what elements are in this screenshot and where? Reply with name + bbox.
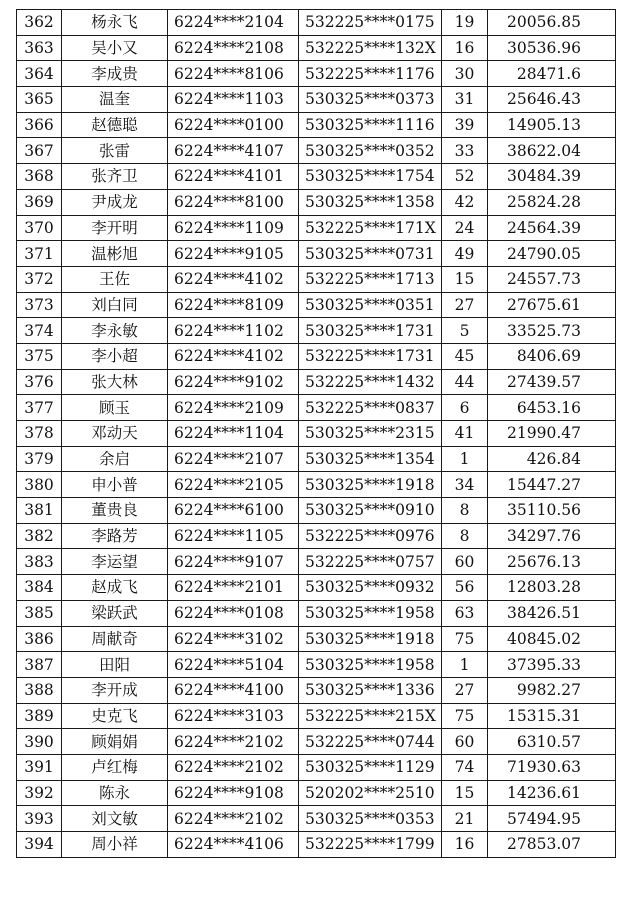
row-number-cell: 375 — [17, 343, 62, 369]
amount-cell: 27675.61 — [488, 292, 616, 318]
table-row — [17, 138, 616, 164]
amount-cell: 24790.05 — [488, 241, 616, 267]
table-row — [17, 395, 616, 421]
row-number-cell: 381 — [17, 498, 62, 524]
amount-cell: 14236.61 — [488, 780, 616, 806]
amount-cell: 30536.96 — [488, 35, 616, 61]
table-row — [17, 61, 616, 87]
years-cell: 31 — [442, 87, 488, 113]
row-number-cell: 367 — [17, 138, 62, 164]
id-number-cell: 530325****2315 — [299, 421, 442, 447]
years-cell: 34 — [442, 472, 488, 498]
id-number-cell: 532225****215X — [299, 703, 442, 729]
row-number-cell: 365 — [17, 87, 62, 113]
row-number-cell: 387 — [17, 652, 62, 678]
amount-cell: 25824.28 — [488, 189, 616, 215]
bank-card-cell: 6224****4107 — [168, 138, 299, 164]
amount-cell: 9982.27 — [488, 677, 616, 703]
id-number-cell: 530325****0910 — [299, 498, 442, 524]
row-number-cell: 388 — [17, 677, 62, 703]
table-row — [17, 112, 616, 138]
id-number-cell: 530325****0373 — [299, 87, 442, 113]
table-row — [17, 549, 616, 575]
name-cell: 吴小又 — [62, 35, 168, 61]
id-number-cell: 530325****1958 — [299, 652, 442, 678]
amount-cell: 30484.39 — [488, 164, 616, 190]
row-number-cell: 384 — [17, 575, 62, 601]
years-cell: 5 — [442, 318, 488, 344]
name-cell: 邓动天 — [62, 421, 168, 447]
row-number-cell: 369 — [17, 189, 62, 215]
years-cell: 15 — [442, 266, 488, 292]
name-cell: 温彬旭 — [62, 241, 168, 267]
name-cell: 刘白同 — [62, 292, 168, 318]
table-row — [17, 87, 616, 113]
id-number-cell: 530325****1354 — [299, 446, 442, 472]
name-cell: 李永敏 — [62, 318, 168, 344]
years-cell: 41 — [442, 421, 488, 447]
row-number-cell: 390 — [17, 729, 62, 755]
amount-cell: 27853.07 — [488, 832, 616, 858]
bank-card-cell: 6224****1109 — [168, 215, 299, 241]
amount-cell: 40845.02 — [488, 626, 616, 652]
id-number-cell: 532225****1432 — [299, 369, 442, 395]
row-number-cell: 362 — [17, 10, 62, 36]
years-cell: 52 — [442, 164, 488, 190]
years-cell: 49 — [442, 241, 488, 267]
id-number-cell: 530325****0352 — [299, 138, 442, 164]
bank-card-cell: 6224****8109 — [168, 292, 299, 318]
table-row — [17, 729, 616, 755]
id-number-cell: 530325****1116 — [299, 112, 442, 138]
name-cell: 申小普 — [62, 472, 168, 498]
name-cell: 顾娟娟 — [62, 729, 168, 755]
id-number-cell: 530325****0351 — [299, 292, 442, 318]
bank-card-cell: 6224****2107 — [168, 446, 299, 472]
years-cell: 44 — [442, 369, 488, 395]
id-number-cell: 532225****0976 — [299, 523, 442, 549]
id-number-cell: 530325****1129 — [299, 754, 442, 780]
id-number-cell: 520202****2510 — [299, 780, 442, 806]
years-cell: 15 — [442, 780, 488, 806]
name-cell: 周献奇 — [62, 626, 168, 652]
name-cell: 卢红梅 — [62, 754, 168, 780]
bank-card-cell: 6224****1102 — [168, 318, 299, 344]
years-cell: 16 — [442, 832, 488, 858]
table-row — [17, 266, 616, 292]
bank-card-cell: 6224****2105 — [168, 472, 299, 498]
row-number-cell: 383 — [17, 549, 62, 575]
row-number-cell: 382 — [17, 523, 62, 549]
bank-card-cell: 6224****4102 — [168, 343, 299, 369]
id-number-cell: 532225****1799 — [299, 832, 442, 858]
table-row — [17, 369, 616, 395]
years-cell: 39 — [442, 112, 488, 138]
roster-table-body — [17, 10, 616, 858]
bank-card-cell: 6224****9105 — [168, 241, 299, 267]
name-cell: 董贵良 — [62, 498, 168, 524]
years-cell: 19 — [442, 10, 488, 36]
table-row — [17, 35, 616, 61]
years-cell: 1 — [442, 652, 488, 678]
id-number-cell: 530325****1336 — [299, 677, 442, 703]
table-row — [17, 343, 616, 369]
name-cell: 李小超 — [62, 343, 168, 369]
row-number-cell: 364 — [17, 61, 62, 87]
row-number-cell: 385 — [17, 600, 62, 626]
bank-card-cell: 6224****9107 — [168, 549, 299, 575]
amount-cell: 71930.63 — [488, 754, 616, 780]
id-number-cell: 530325****0932 — [299, 575, 442, 601]
amount-cell: 33525.73 — [488, 318, 616, 344]
table-row — [17, 292, 616, 318]
id-number-cell: 532225****132X — [299, 35, 442, 61]
table-row — [17, 626, 616, 652]
id-number-cell: 532225****0744 — [299, 729, 442, 755]
years-cell: 1 — [442, 446, 488, 472]
amount-cell: 34297.76 — [488, 523, 616, 549]
amount-cell: 37395.33 — [488, 652, 616, 678]
years-cell: 6 — [442, 395, 488, 421]
row-number-cell: 378 — [17, 421, 62, 447]
years-cell: 63 — [442, 600, 488, 626]
row-number-cell: 363 — [17, 35, 62, 61]
row-number-cell: 371 — [17, 241, 62, 267]
bank-card-cell: 6224****4101 — [168, 164, 299, 190]
bank-card-cell: 6224****2102 — [168, 729, 299, 755]
name-cell: 张雷 — [62, 138, 168, 164]
bank-card-cell: 6224****2109 — [168, 395, 299, 421]
name-cell: 温奎 — [62, 87, 168, 113]
years-cell: 8 — [442, 523, 488, 549]
table-row — [17, 652, 616, 678]
table-row — [17, 832, 616, 858]
id-number-cell: 530325****0353 — [299, 806, 442, 832]
bank-card-cell: 6224****0100 — [168, 112, 299, 138]
name-cell: 顾玉 — [62, 395, 168, 421]
name-cell: 李成贵 — [62, 61, 168, 87]
amount-cell: 6310.57 — [488, 729, 616, 755]
name-cell: 梁跃武 — [62, 600, 168, 626]
row-number-cell: 368 — [17, 164, 62, 190]
table-row — [17, 677, 616, 703]
id-number-cell: 532225****0837 — [299, 395, 442, 421]
bank-card-cell: 6224****5104 — [168, 652, 299, 678]
table-row — [17, 215, 616, 241]
id-number-cell: 532225****1713 — [299, 266, 442, 292]
years-cell: 75 — [442, 626, 488, 652]
amount-cell: 15315.31 — [488, 703, 616, 729]
amount-cell: 57494.95 — [488, 806, 616, 832]
years-cell: 24 — [442, 215, 488, 241]
bank-card-cell: 6224****3103 — [168, 703, 299, 729]
id-number-cell: 530325****1754 — [299, 164, 442, 190]
name-cell: 李路芳 — [62, 523, 168, 549]
table-row — [17, 421, 616, 447]
name-cell: 赵德聪 — [62, 112, 168, 138]
name-cell: 余启 — [62, 446, 168, 472]
table-row — [17, 446, 616, 472]
row-number-cell: 377 — [17, 395, 62, 421]
years-cell: 42 — [442, 189, 488, 215]
row-number-cell: 380 — [17, 472, 62, 498]
amount-cell: 21990.47 — [488, 421, 616, 447]
id-number-cell: 532225****1176 — [299, 61, 442, 87]
table-row — [17, 600, 616, 626]
row-number-cell: 386 — [17, 626, 62, 652]
table-row — [17, 10, 616, 36]
id-number-cell: 532225****171X — [299, 215, 442, 241]
amount-cell: 25646.43 — [488, 87, 616, 113]
bank-card-cell: 6224****0108 — [168, 600, 299, 626]
name-cell: 史克飞 — [62, 703, 168, 729]
bank-card-cell: 6224****2102 — [168, 806, 299, 832]
bank-card-cell: 6224****2108 — [168, 35, 299, 61]
years-cell: 8 — [442, 498, 488, 524]
table-row — [17, 523, 616, 549]
amount-cell: 28471.6 — [488, 61, 616, 87]
id-number-cell: 530325****0731 — [299, 241, 442, 267]
years-cell: 21 — [442, 806, 488, 832]
table-row — [17, 575, 616, 601]
amount-cell: 20056.85 — [488, 10, 616, 36]
table-row — [17, 806, 616, 832]
bank-card-cell: 6224****2101 — [168, 575, 299, 601]
years-cell: 45 — [442, 343, 488, 369]
years-cell: 27 — [442, 677, 488, 703]
bank-card-cell: 6224****4106 — [168, 832, 299, 858]
years-cell: 60 — [442, 549, 488, 575]
bank-card-cell: 6224****4100 — [168, 677, 299, 703]
amount-cell: 27439.57 — [488, 369, 616, 395]
years-cell: 60 — [442, 729, 488, 755]
table-row — [17, 754, 616, 780]
amount-cell: 6453.16 — [488, 395, 616, 421]
name-cell: 杨永飞 — [62, 10, 168, 36]
years-cell: 75 — [442, 703, 488, 729]
row-number-cell: 376 — [17, 369, 62, 395]
id-number-cell: 532225****0757 — [299, 549, 442, 575]
id-number-cell: 530325****1918 — [299, 472, 442, 498]
name-cell: 陈永 — [62, 780, 168, 806]
name-cell: 李开明 — [62, 215, 168, 241]
row-number-cell: 394 — [17, 832, 62, 858]
years-cell: 30 — [442, 61, 488, 87]
table-row — [17, 472, 616, 498]
name-cell: 刘文敏 — [62, 806, 168, 832]
amount-cell: 15447.27 — [488, 472, 616, 498]
bank-card-cell: 6224****1105 — [168, 523, 299, 549]
table-row — [17, 703, 616, 729]
row-number-cell: 374 — [17, 318, 62, 344]
name-cell: 李运望 — [62, 549, 168, 575]
amount-cell: 35110.56 — [488, 498, 616, 524]
amount-cell: 38426.51 — [488, 600, 616, 626]
name-cell: 田阳 — [62, 652, 168, 678]
bank-card-cell: 6224****2104 — [168, 10, 299, 36]
id-number-cell: 532225****0175 — [299, 10, 442, 36]
id-number-cell: 530325****1918 — [299, 626, 442, 652]
name-cell: 赵成飞 — [62, 575, 168, 601]
row-number-cell: 389 — [17, 703, 62, 729]
bank-card-cell: 6224****6100 — [168, 498, 299, 524]
id-number-cell: 530325****1731 — [299, 318, 442, 344]
bank-card-cell: 6224****1103 — [168, 87, 299, 113]
name-cell: 尹成龙 — [62, 189, 168, 215]
amount-cell: 25676.13 — [488, 549, 616, 575]
name-cell: 李开成 — [62, 677, 168, 703]
bank-card-cell: 6224****1104 — [168, 421, 299, 447]
id-number-cell: 532225****1731 — [299, 343, 442, 369]
bank-card-cell: 6224****8100 — [168, 189, 299, 215]
name-cell: 张齐卫 — [62, 164, 168, 190]
row-number-cell: 393 — [17, 806, 62, 832]
amount-cell: 12803.28 — [488, 575, 616, 601]
years-cell: 56 — [442, 575, 488, 601]
amount-cell: 8406.69 — [488, 343, 616, 369]
roster-table — [16, 9, 616, 858]
table-row — [17, 780, 616, 806]
row-number-cell: 366 — [17, 112, 62, 138]
table-row — [17, 498, 616, 524]
name-cell: 王佐 — [62, 266, 168, 292]
row-number-cell: 372 — [17, 266, 62, 292]
table-row — [17, 241, 616, 267]
row-number-cell: 379 — [17, 446, 62, 472]
amount-cell: 14905.13 — [488, 112, 616, 138]
amount-cell: 38622.04 — [488, 138, 616, 164]
bank-card-cell: 6224****2102 — [168, 754, 299, 780]
years-cell: 74 — [442, 754, 488, 780]
id-number-cell: 530325****1958 — [299, 600, 442, 626]
bank-card-cell: 6224****3102 — [168, 626, 299, 652]
name-cell: 周小祥 — [62, 832, 168, 858]
row-number-cell: 373 — [17, 292, 62, 318]
row-number-cell: 391 — [17, 754, 62, 780]
bank-card-cell: 6224****8106 — [168, 61, 299, 87]
table-row — [17, 318, 616, 344]
bank-card-cell: 6224****9108 — [168, 780, 299, 806]
table-row — [17, 164, 616, 190]
row-number-cell: 392 — [17, 780, 62, 806]
bank-card-cell: 6224****4102 — [168, 266, 299, 292]
years-cell: 27 — [442, 292, 488, 318]
amount-cell: 426.84 — [488, 446, 616, 472]
name-cell: 张大林 — [62, 369, 168, 395]
years-cell: 16 — [442, 35, 488, 61]
table-row — [17, 189, 616, 215]
years-cell: 33 — [442, 138, 488, 164]
amount-cell: 24557.73 — [488, 266, 616, 292]
row-number-cell: 370 — [17, 215, 62, 241]
id-number-cell: 530325****1358 — [299, 189, 442, 215]
amount-cell: 24564.39 — [488, 215, 616, 241]
bank-card-cell: 6224****9102 — [168, 369, 299, 395]
